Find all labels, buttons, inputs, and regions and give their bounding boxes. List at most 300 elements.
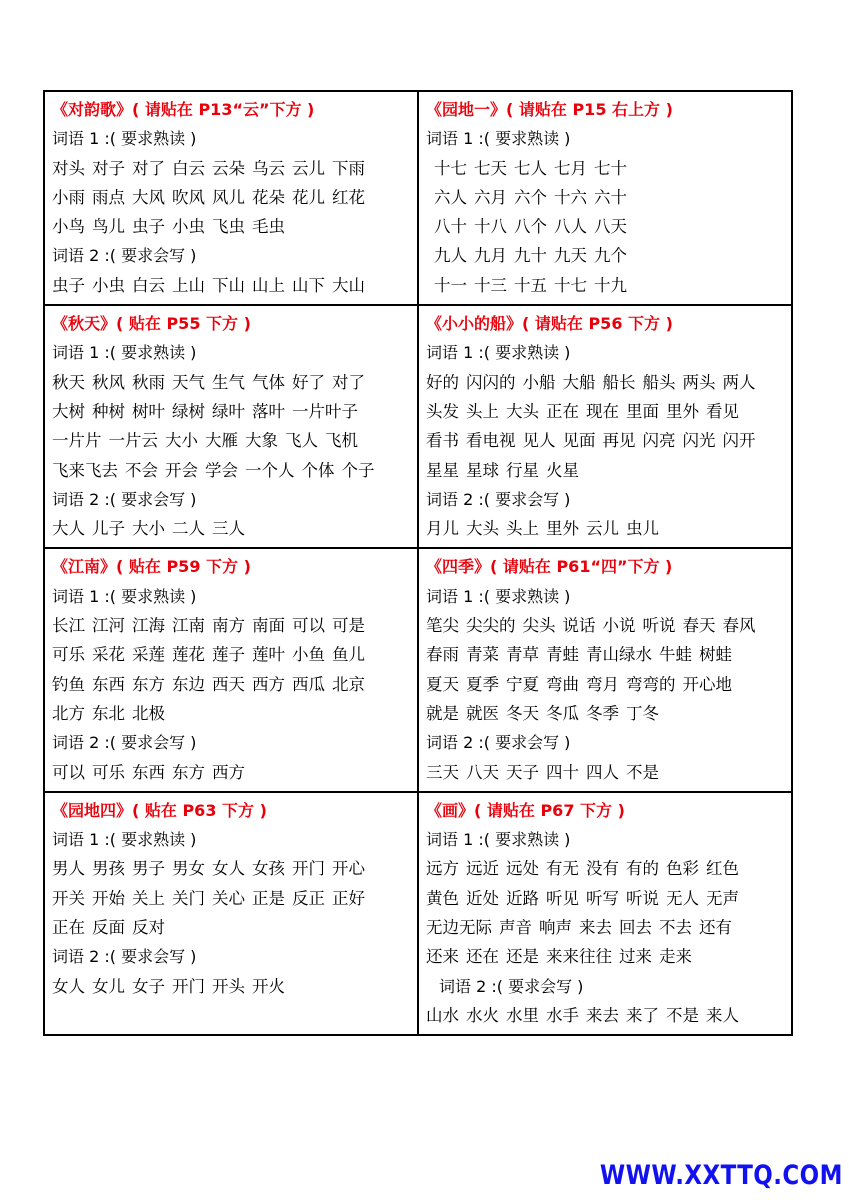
word: 春雨 bbox=[426, 645, 459, 665]
word: 闪开 bbox=[722, 431, 756, 451]
word: 不是 bbox=[666, 1005, 699, 1025]
word: 江河 bbox=[92, 616, 125, 636]
write-section-label: 词语 2 :( 要求会写 ) bbox=[52, 733, 197, 753]
word: 花儿 bbox=[292, 187, 325, 207]
word: 大象 bbox=[245, 431, 278, 451]
word: 好了 bbox=[292, 372, 325, 392]
word: 来来往往 bbox=[546, 947, 612, 967]
word: 东西 bbox=[132, 762, 165, 782]
word: 开火 bbox=[252, 976, 285, 996]
word: 上山 bbox=[172, 275, 205, 295]
word-row bbox=[426, 212, 791, 241]
word: 秋天 bbox=[52, 372, 85, 392]
word-row bbox=[426, 699, 791, 728]
word: 笔尖 bbox=[426, 616, 459, 636]
word: 小虫 bbox=[92, 275, 125, 295]
word: 种树 bbox=[92, 401, 125, 421]
word-row bbox=[426, 670, 791, 699]
word: 可是 bbox=[332, 616, 365, 636]
word: 就是 bbox=[426, 703, 459, 723]
write-section-label: 词语 2 :( 要求会写 ) bbox=[52, 947, 197, 967]
word-row bbox=[426, 514, 791, 543]
word-row bbox=[426, 640, 791, 669]
word: 小虫 bbox=[172, 217, 205, 237]
word: 色彩 bbox=[666, 859, 699, 879]
word: 星球 bbox=[466, 460, 499, 480]
word: 反对 bbox=[132, 918, 165, 938]
read-section-label: 词语 1 :( 要求熟读 ) bbox=[426, 343, 571, 363]
word: 回去 bbox=[619, 918, 652, 938]
word-row bbox=[52, 271, 417, 300]
word: 头上 bbox=[466, 401, 499, 421]
word: 六十 bbox=[594, 187, 627, 207]
read-section-label: 词语 1 :( 要求熟读 ) bbox=[52, 586, 197, 606]
lesson-cell-hua bbox=[418, 792, 792, 1035]
word: 三人 bbox=[212, 519, 245, 539]
lesson-title: 《秋天》( 贴在 P55 下方 ) bbox=[52, 314, 251, 334]
word: 小鱼 bbox=[292, 645, 325, 665]
word: 红花 bbox=[332, 187, 365, 207]
word: 可以 bbox=[292, 616, 325, 636]
word: 里外 bbox=[666, 401, 699, 421]
word: 听说 bbox=[642, 616, 676, 636]
word: 看书 bbox=[426, 431, 459, 451]
word: 春天 bbox=[682, 616, 716, 636]
word-row bbox=[426, 271, 791, 300]
word: 东方 bbox=[172, 762, 205, 782]
word: 声音 bbox=[499, 918, 532, 938]
word: 开心地 bbox=[682, 674, 732, 694]
word: 红色 bbox=[706, 859, 739, 879]
word: 走来 bbox=[659, 947, 692, 967]
word: 开心 bbox=[332, 859, 365, 879]
word: 八十 bbox=[434, 217, 467, 237]
word: 钓鱼 bbox=[52, 674, 85, 694]
word: 七十 bbox=[594, 158, 627, 178]
vocabulary-table bbox=[43, 90, 793, 1036]
word: 正在 bbox=[52, 918, 85, 938]
word-row bbox=[52, 456, 417, 485]
word: 气体 bbox=[252, 372, 285, 392]
word: 绿树 bbox=[172, 401, 205, 421]
word: 大船 bbox=[562, 372, 596, 392]
word: 闪光 bbox=[682, 431, 716, 451]
word: 吹风 bbox=[172, 187, 205, 207]
word-row bbox=[52, 183, 417, 212]
word: 现在 bbox=[586, 401, 619, 421]
word: 开会 bbox=[165, 460, 198, 480]
word: 不会 bbox=[125, 460, 158, 480]
word: 十九 bbox=[594, 275, 627, 295]
word: 飞来飞去 bbox=[52, 460, 118, 480]
word: 莲花 bbox=[172, 645, 205, 665]
word: 可乐 bbox=[92, 762, 125, 782]
word: 月儿 bbox=[426, 519, 459, 539]
word: 四十 bbox=[546, 762, 579, 782]
word: 听说 bbox=[626, 888, 659, 908]
word: 江南 bbox=[172, 616, 205, 636]
word: 秋雨 bbox=[132, 372, 165, 392]
word: 六人 bbox=[434, 187, 467, 207]
word: 北极 bbox=[132, 703, 165, 723]
write-section-label: 词语 2 :( 要求会写 ) bbox=[52, 489, 197, 509]
word: 冬天 bbox=[506, 703, 539, 723]
word-row bbox=[52, 884, 417, 913]
word: 对了 bbox=[132, 158, 165, 178]
word: 九人 bbox=[434, 246, 467, 266]
site-watermark: WWW.XXTTQ.COM bbox=[600, 1160, 843, 1191]
word: 风儿 bbox=[212, 187, 245, 207]
word: 里面 bbox=[626, 401, 659, 421]
word: 个子 bbox=[341, 460, 375, 480]
read-section-label: 词语 1 :( 要求熟读 ) bbox=[52, 343, 197, 363]
word: 女儿 bbox=[92, 976, 125, 996]
word: 白云 bbox=[172, 158, 205, 178]
word: 十三 bbox=[474, 275, 507, 295]
word: 九个 bbox=[594, 246, 627, 266]
word: 开门 bbox=[292, 859, 325, 879]
word-row bbox=[426, 758, 791, 787]
table-row bbox=[44, 305, 792, 548]
word: 长江 bbox=[52, 616, 85, 636]
word: 反面 bbox=[92, 918, 125, 938]
word: 儿子 bbox=[92, 519, 125, 539]
word-row bbox=[52, 913, 417, 942]
word: 夏天 bbox=[426, 674, 459, 694]
word: 下雨 bbox=[332, 158, 365, 178]
word: 远近 bbox=[466, 859, 499, 879]
word: 闪亮 bbox=[642, 431, 676, 451]
word-row bbox=[52, 699, 417, 728]
word-row bbox=[426, 426, 791, 455]
word: 山水 bbox=[426, 1005, 459, 1025]
write-section-label: 词语 2 :( 要求会写 ) bbox=[439, 976, 584, 996]
word: 可乐 bbox=[52, 645, 85, 665]
read-section-label: 词语 1 :( 要求熟读 ) bbox=[52, 830, 197, 850]
word: 响声 bbox=[539, 918, 572, 938]
word: 小雨 bbox=[52, 187, 85, 207]
word-row bbox=[52, 397, 417, 426]
word: 一片叶子 bbox=[292, 401, 358, 421]
word: 北方 bbox=[52, 703, 85, 723]
word: 花朵 bbox=[252, 187, 285, 207]
word: 有无 bbox=[546, 859, 579, 879]
word: 云儿 bbox=[292, 158, 325, 178]
word: 听写 bbox=[586, 888, 619, 908]
word: 八天 bbox=[594, 217, 627, 237]
word: 天子 bbox=[506, 762, 539, 782]
read-section-label: 词语 1 :( 要求熟读 ) bbox=[426, 129, 571, 149]
word: 开门 bbox=[172, 976, 205, 996]
word-row bbox=[426, 368, 791, 397]
word: 采花 bbox=[92, 645, 125, 665]
word: 十七 bbox=[554, 275, 587, 295]
word-row bbox=[426, 854, 791, 883]
word: 东西 bbox=[92, 674, 125, 694]
word: 还是 bbox=[506, 947, 539, 967]
word-row bbox=[426, 1001, 791, 1030]
word: 女孩 bbox=[252, 859, 285, 879]
word: 十八 bbox=[474, 217, 507, 237]
word: 来人 bbox=[706, 1005, 739, 1025]
word: 树蛙 bbox=[699, 645, 732, 665]
word: 西方 bbox=[252, 674, 285, 694]
table-row bbox=[44, 548, 792, 791]
word: 七月 bbox=[554, 158, 587, 178]
word-row bbox=[52, 426, 417, 455]
word: 正是 bbox=[252, 888, 285, 908]
word-row bbox=[52, 154, 417, 183]
word: 大头 bbox=[506, 401, 539, 421]
word: 正好 bbox=[332, 888, 365, 908]
word: 听见 bbox=[546, 888, 579, 908]
word: 大风 bbox=[132, 187, 165, 207]
word: 十七 bbox=[434, 158, 467, 178]
word: 莲子 bbox=[212, 645, 245, 665]
read-section-label: 词语 1 :( 要求熟读 ) bbox=[426, 830, 571, 850]
word: 飞人 bbox=[285, 431, 318, 451]
word: 头上 bbox=[506, 519, 539, 539]
lesson-title: 《四季》( 请贴在 P61“四”下方 ) bbox=[426, 557, 673, 577]
word: 女人 bbox=[212, 859, 245, 879]
word: 尖尖的 bbox=[466, 616, 516, 636]
word: 树叶 bbox=[132, 401, 165, 421]
word: 说话 bbox=[562, 616, 596, 636]
word: 大头 bbox=[466, 519, 499, 539]
word: 看见 bbox=[706, 401, 739, 421]
word-row bbox=[426, 913, 791, 942]
word: 过来 bbox=[619, 947, 652, 967]
word: 一片片 bbox=[52, 431, 102, 451]
word: 南方 bbox=[212, 616, 245, 636]
word: 开头 bbox=[212, 976, 245, 996]
word: 对子 bbox=[92, 158, 125, 178]
word: 个体 bbox=[301, 460, 335, 480]
word: 十一 bbox=[434, 275, 467, 295]
word: 还有 bbox=[699, 918, 732, 938]
word: 见面 bbox=[562, 431, 596, 451]
word-row bbox=[52, 514, 417, 543]
word: 南面 bbox=[252, 616, 285, 636]
word: 西方 bbox=[212, 762, 245, 782]
word: 丁冬 bbox=[626, 703, 659, 723]
word: 十五 bbox=[514, 275, 547, 295]
word: 开关 bbox=[52, 888, 85, 908]
table-row bbox=[44, 792, 792, 1035]
word: 秋风 bbox=[92, 372, 125, 392]
word-row bbox=[52, 368, 417, 397]
word: 九十 bbox=[514, 246, 547, 266]
word: 天气 bbox=[172, 372, 205, 392]
lesson-title: 《画》( 请贴在 P67 下方 ) bbox=[426, 800, 625, 820]
word: 尖头 bbox=[522, 616, 556, 636]
word: 冬瓜 bbox=[546, 703, 579, 723]
word: 鱼儿 bbox=[332, 645, 365, 665]
word: 来了 bbox=[626, 1005, 659, 1025]
word: 六个 bbox=[514, 187, 547, 207]
word-row bbox=[52, 972, 417, 1001]
word: 男人 bbox=[52, 859, 85, 879]
word: 水火 bbox=[466, 1005, 499, 1025]
write-section-label: 词语 2 :( 要求会写 ) bbox=[426, 733, 571, 753]
word-row bbox=[52, 611, 417, 640]
word: 白云 bbox=[132, 275, 165, 295]
word: 六月 bbox=[474, 187, 507, 207]
word: 八人 bbox=[554, 217, 587, 237]
word: 牛蛙 bbox=[659, 645, 692, 665]
word-row bbox=[426, 154, 791, 183]
word: 再见 bbox=[602, 431, 636, 451]
lesson-cell-duiyunge bbox=[44, 91, 418, 305]
lesson-title: 《小小的船》( 请贴在 P56 下方 ) bbox=[426, 314, 673, 334]
word: 飞机 bbox=[325, 431, 358, 451]
word: 青山绿水 bbox=[586, 645, 652, 665]
read-section-label: 词语 1 :( 要求熟读 ) bbox=[426, 586, 571, 606]
word: 来去 bbox=[586, 1005, 619, 1025]
word: 两人 bbox=[722, 372, 756, 392]
word: 七人 bbox=[514, 158, 547, 178]
word: 大人 bbox=[52, 519, 85, 539]
word: 采莲 bbox=[132, 645, 165, 665]
word: 就医 bbox=[466, 703, 499, 723]
word: 大山 bbox=[332, 275, 365, 295]
lesson-title: 《园地四》( 贴在 P63 下方 ) bbox=[52, 800, 267, 820]
write-section-label: 词语 2 :( 要求会写 ) bbox=[52, 246, 197, 266]
word-row bbox=[426, 884, 791, 913]
word: 二人 bbox=[172, 519, 205, 539]
word: 九月 bbox=[474, 246, 507, 266]
read-section-label: 词语 1 :( 要求熟读 ) bbox=[52, 129, 197, 149]
word: 关门 bbox=[172, 888, 205, 908]
word: 来去 bbox=[579, 918, 612, 938]
word: 绿叶 bbox=[212, 401, 245, 421]
lesson-cell-yuandi-4 bbox=[44, 792, 418, 1035]
word-row bbox=[52, 670, 417, 699]
word: 学会 bbox=[205, 460, 238, 480]
word: 关上 bbox=[132, 888, 165, 908]
word-row bbox=[426, 183, 791, 212]
word: 夏季 bbox=[466, 674, 499, 694]
word: 八个 bbox=[514, 217, 547, 237]
word: 山下 bbox=[292, 275, 325, 295]
word: 不去 bbox=[659, 918, 692, 938]
word: 东方 bbox=[132, 674, 165, 694]
word: 反正 bbox=[292, 888, 325, 908]
word: 水里 bbox=[506, 1005, 539, 1025]
word: 一片云 bbox=[108, 431, 158, 451]
word-row bbox=[426, 611, 791, 640]
word: 弯曲 bbox=[546, 674, 579, 694]
word: 毛虫 bbox=[252, 217, 285, 237]
lesson-cell-qiutian bbox=[44, 305, 418, 548]
word: 八天 bbox=[466, 762, 499, 782]
word: 关心 bbox=[212, 888, 245, 908]
lesson-title: 《对韵歌》( 请贴在 P13“云”下方 ) bbox=[52, 100, 315, 119]
word: 两头 bbox=[682, 372, 716, 392]
word-row bbox=[52, 758, 417, 787]
lesson-title: 《园地一》( 请贴在 P15 右上方 ) bbox=[426, 100, 673, 119]
word: 对头 bbox=[52, 158, 85, 178]
word: 火星 bbox=[546, 460, 579, 480]
word: 弯月 bbox=[586, 674, 619, 694]
word: 里外 bbox=[546, 519, 579, 539]
word: 生气 bbox=[212, 372, 245, 392]
lesson-cell-yuandi-1 bbox=[418, 91, 792, 305]
word: 大雁 bbox=[205, 431, 238, 451]
word: 不是 bbox=[626, 762, 659, 782]
word: 远方 bbox=[426, 859, 459, 879]
word: 青蛙 bbox=[546, 645, 579, 665]
word: 小船 bbox=[522, 372, 556, 392]
word-row bbox=[426, 942, 791, 971]
word: 青菜 bbox=[466, 645, 499, 665]
word: 无人 bbox=[666, 888, 699, 908]
word: 看电视 bbox=[466, 431, 516, 451]
word: 男子 bbox=[132, 859, 165, 879]
word: 见人 bbox=[522, 431, 556, 451]
word: 男孩 bbox=[92, 859, 125, 879]
word: 近处 bbox=[466, 888, 499, 908]
word: 弯弯的 bbox=[626, 674, 676, 694]
word: 九天 bbox=[554, 246, 587, 266]
word: 小说 bbox=[602, 616, 636, 636]
word: 女人 bbox=[52, 976, 85, 996]
word: 江海 bbox=[132, 616, 165, 636]
word: 四人 bbox=[586, 762, 619, 782]
word-row bbox=[426, 456, 791, 485]
word: 西天 bbox=[212, 674, 245, 694]
word: 对了 bbox=[332, 372, 365, 392]
word: 头发 bbox=[426, 401, 459, 421]
word: 北京 bbox=[332, 674, 365, 694]
word: 男女 bbox=[172, 859, 205, 879]
word: 大小 bbox=[132, 519, 165, 539]
word: 东北 bbox=[92, 703, 125, 723]
word: 雨点 bbox=[92, 187, 125, 207]
word: 船长 bbox=[602, 372, 636, 392]
word: 无声 bbox=[706, 888, 739, 908]
word: 落叶 bbox=[252, 401, 285, 421]
word: 还来 bbox=[426, 947, 459, 967]
word: 三天 bbox=[426, 762, 459, 782]
lesson-cell-siji bbox=[418, 548, 792, 791]
word: 女子 bbox=[132, 976, 165, 996]
word: 春风 bbox=[722, 616, 756, 636]
word: 近路 bbox=[506, 888, 539, 908]
word: 下山 bbox=[212, 275, 245, 295]
word: 船头 bbox=[642, 372, 676, 392]
word: 星星 bbox=[426, 460, 459, 480]
word: 飞虫 bbox=[212, 217, 245, 237]
write-section-label: 词语 2 :( 要求会写 ) bbox=[426, 489, 571, 509]
word: 水手 bbox=[546, 1005, 579, 1025]
word: 可以 bbox=[52, 762, 85, 782]
table-row bbox=[44, 91, 792, 305]
word: 小鸟 bbox=[52, 217, 85, 237]
word: 云朵 bbox=[212, 158, 245, 178]
word: 虫子 bbox=[132, 217, 165, 237]
word-row bbox=[52, 854, 417, 883]
word: 乌云 bbox=[252, 158, 285, 178]
word: 闪闪的 bbox=[466, 372, 516, 392]
word: 山上 bbox=[252, 275, 285, 295]
word: 一个人 bbox=[245, 460, 295, 480]
word: 黄色 bbox=[426, 888, 459, 908]
lesson-title: 《江南》( 贴在 P59 下方 ) bbox=[52, 557, 251, 577]
word: 没有 bbox=[586, 859, 619, 879]
word: 鸟儿 bbox=[92, 217, 125, 237]
lesson-cell-jiangnan bbox=[44, 548, 418, 791]
